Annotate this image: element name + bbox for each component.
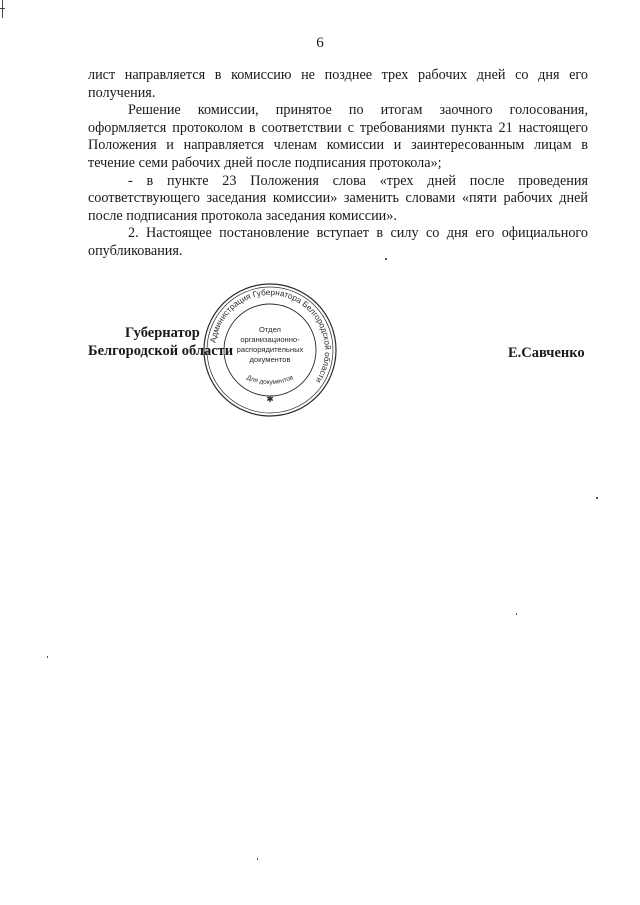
- seal-center-line: распорядительных: [236, 345, 304, 354]
- signatory-title-line-2: Белгородской области: [88, 343, 234, 359]
- scan-speck: [47, 656, 48, 658]
- seal-center-line: организационно-: [240, 335, 300, 344]
- paragraph-4: 2. Настоящее постановление вступает в силу со дня его официального опубликования.: [88, 225, 588, 259]
- scan-speck: [385, 258, 387, 260]
- paragraph-2: Решение комиссии, принятое по итогам заочного голосования, оформляется протоколом в соответствии с требованиями пункта 21 настоящего Положения и направляется членам комиссии и заинтересованным лицам в течение семи рабочих дней после подписания протокола»;: [88, 102, 588, 171]
- seal-bottom-text: Для документов: [245, 374, 295, 387]
- official-seal: [200, 280, 340, 420]
- scan-speck: [257, 858, 258, 860]
- scan-speck: [596, 497, 598, 499]
- seal-star-icon: ✱: [266, 395, 274, 405]
- signatory-name: Е.Савченко: [508, 345, 585, 361]
- paragraph-3: - в пункте 23 Положения слова «трех дней после проведения соответствующего заседания комиссии» заменить словами «пяти рабочих дней после подписания протокола заседания комиссии».: [88, 172, 588, 224]
- document-body: [88, 67, 588, 261]
- seal-center-line: Отдел: [259, 325, 281, 334]
- signatory-title-line-1: Губернатор: [125, 325, 200, 341]
- scan-speck: [516, 613, 517, 615]
- paragraph-1: лист направляется в комиссию не позднее трех рабочих дней со дня его получения.: [88, 67, 588, 101]
- page-number: 6: [316, 35, 324, 51]
- seal-center-line: документов: [249, 355, 291, 364]
- scan-corner-mark: [0, 8, 5, 9]
- scan-corner-mark: [2, 0, 3, 18]
- seal-ring-text: Администрация Губернатора Белгородской области: [208, 287, 333, 385]
